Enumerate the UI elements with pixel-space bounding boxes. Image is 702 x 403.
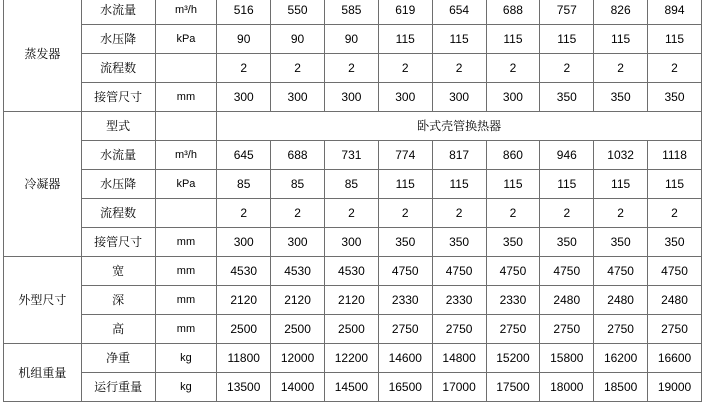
value-cell: 115 (486, 170, 540, 199)
value-cell: 300 (271, 83, 325, 112)
value-cell: 90 (271, 25, 325, 54)
value-cell: 300 (486, 83, 540, 112)
unit-cell: m³/h (155, 0, 217, 25)
unit-cell: kPa (155, 170, 217, 199)
value-cell: 350 (486, 228, 540, 257)
value-cell: 645 (217, 141, 271, 170)
value-cell: 2750 (486, 315, 540, 344)
value-cell: 2 (271, 54, 325, 83)
value-cell: 16600 (648, 344, 702, 373)
table-row (4, 344, 702, 373)
value-cell: 2 (378, 199, 432, 228)
table-row (4, 54, 702, 83)
value-cell: 15800 (540, 344, 594, 373)
spec-table (3, 0, 702, 402)
value-cell: 115 (486, 25, 540, 54)
group-label: 外型尺寸 (4, 257, 82, 344)
value-cell: 85 (324, 170, 378, 199)
value-cell: 654 (432, 0, 486, 25)
param-label: 高 (81, 315, 155, 344)
value-cell: 2750 (648, 315, 702, 344)
value-cell: 1118 (648, 141, 702, 170)
value-cell: 2330 (486, 286, 540, 315)
value-cell: 2750 (540, 315, 594, 344)
value-cell: 2500 (324, 315, 378, 344)
unit-cell: m³/h (155, 141, 217, 170)
value-cell: 516 (217, 0, 271, 25)
value-cell: 2330 (378, 286, 432, 315)
value-cell: 2500 (217, 315, 271, 344)
value-cell: 115 (594, 25, 648, 54)
unit-cell: mm (155, 228, 217, 257)
value-cell: 350 (594, 228, 648, 257)
unit-cell (155, 54, 217, 83)
table-row (4, 199, 702, 228)
value-cell: 757 (540, 0, 594, 25)
table-row (4, 286, 702, 315)
value-cell: 4750 (486, 257, 540, 286)
value-cell: 4530 (217, 257, 271, 286)
value-cell: 2 (217, 199, 271, 228)
spec-table-body (4, 0, 702, 402)
value-cell: 300 (217, 228, 271, 257)
value-cell: 115 (378, 170, 432, 199)
value-cell: 4750 (648, 257, 702, 286)
unit-cell (155, 199, 217, 228)
table-row (4, 228, 702, 257)
value-cell: 14000 (271, 373, 325, 402)
param-label: 运行重量 (81, 373, 155, 402)
value-cell: 115 (540, 25, 594, 54)
value-cell: 14800 (432, 344, 486, 373)
value-cell: 2 (648, 199, 702, 228)
table-row (4, 257, 702, 286)
value-cell: 350 (540, 83, 594, 112)
value-cell: 90 (324, 25, 378, 54)
value-cell: 300 (271, 228, 325, 257)
value-cell: 2 (324, 54, 378, 83)
value-cell: 115 (648, 25, 702, 54)
value-cell: 4750 (378, 257, 432, 286)
value-cell: 14600 (378, 344, 432, 373)
value-cell: 14500 (324, 373, 378, 402)
unit-cell: mm (155, 286, 217, 315)
group-label: 冷凝器 (4, 112, 82, 257)
value-cell: 688 (486, 0, 540, 25)
param-label: 宽 (81, 257, 155, 286)
unit-cell: mm (155, 257, 217, 286)
param-label: 水流量 (81, 141, 155, 170)
param-label: 流程数 (81, 199, 155, 228)
value-cell: 18500 (594, 373, 648, 402)
value-cell: 2 (432, 199, 486, 228)
value-cell: 17000 (432, 373, 486, 402)
value-cell: 85 (217, 170, 271, 199)
value-cell: 17500 (486, 373, 540, 402)
param-label: 流程数 (81, 54, 155, 83)
value-cell: 115 (540, 170, 594, 199)
value-cell: 619 (378, 0, 432, 25)
value-cell: 115 (432, 170, 486, 199)
value-cell: 115 (378, 25, 432, 54)
value-cell: 1032 (594, 141, 648, 170)
param-label: 水压降 (81, 170, 155, 199)
table-row (4, 83, 702, 112)
table-row (4, 141, 702, 170)
value-cell: 300 (324, 228, 378, 257)
value-cell: 2120 (271, 286, 325, 315)
value-cell: 11800 (217, 344, 271, 373)
param-label: 净重 (81, 344, 155, 373)
param-label: 水流量 (81, 0, 155, 25)
value-cell: 16500 (378, 373, 432, 402)
value-cell: 2 (540, 199, 594, 228)
value-cell: 12200 (324, 344, 378, 373)
value-cell: 2 (432, 54, 486, 83)
table-row (4, 170, 702, 199)
value-cell: 350 (648, 83, 702, 112)
value-cell: 2 (540, 54, 594, 83)
value-cell: 300 (324, 83, 378, 112)
value-cell: 2 (378, 54, 432, 83)
value-cell: 350 (432, 228, 486, 257)
group-label: 蒸发器 (4, 0, 82, 112)
value-cell: 16200 (594, 344, 648, 373)
value-cell: 115 (594, 170, 648, 199)
value-cell: 350 (648, 228, 702, 257)
value-cell: 585 (324, 0, 378, 25)
value-cell: 115 (648, 170, 702, 199)
value-cell: 90 (217, 25, 271, 54)
param-label: 深 (81, 286, 155, 315)
value-cell: 2 (594, 199, 648, 228)
value-cell: 817 (432, 141, 486, 170)
value-cell: 2330 (432, 286, 486, 315)
value-cell: 2480 (594, 286, 648, 315)
value-cell: 2 (324, 199, 378, 228)
value-cell: 894 (648, 0, 702, 25)
table-row (4, 112, 702, 141)
value-cell: 115 (432, 25, 486, 54)
value-cell: 300 (432, 83, 486, 112)
value-cell: 2 (486, 199, 540, 228)
value-cell: 18000 (540, 373, 594, 402)
value-cell: 2500 (271, 315, 325, 344)
value-cell: 2480 (648, 286, 702, 315)
unit-cell: kg (155, 344, 217, 373)
value-cell: 688 (271, 141, 325, 170)
value-cell: 2 (217, 54, 271, 83)
table-row (4, 315, 702, 344)
table-row (4, 0, 702, 25)
param-label: 接管尺寸 (81, 228, 155, 257)
value-cell: 85 (271, 170, 325, 199)
value-cell: 774 (378, 141, 432, 170)
unit-cell: mm (155, 83, 217, 112)
table-row (4, 373, 702, 402)
value-cell: 13500 (217, 373, 271, 402)
value-cell: 2 (486, 54, 540, 83)
value-cell: 2750 (594, 315, 648, 344)
value-cell: 2120 (217, 286, 271, 315)
value-cell: 350 (378, 228, 432, 257)
param-label: 接管尺寸 (81, 83, 155, 112)
value-cell: 19000 (648, 373, 702, 402)
value-cell: 15200 (486, 344, 540, 373)
value-cell: 4750 (540, 257, 594, 286)
unit-cell: kPa (155, 25, 217, 54)
value-cell: 2750 (378, 315, 432, 344)
value-cell: 12000 (271, 344, 325, 373)
value-cell: 300 (217, 83, 271, 112)
value-cell: 2 (594, 54, 648, 83)
unit-cell: kg (155, 373, 217, 402)
unit-cell (155, 112, 217, 141)
value-cell: 4750 (432, 257, 486, 286)
value-cell: 826 (594, 0, 648, 25)
value-cell: 300 (378, 83, 432, 112)
value-cell: 550 (271, 0, 325, 25)
value-cell: 2480 (540, 286, 594, 315)
value-cell: 2 (648, 54, 702, 83)
value-cell: 946 (540, 141, 594, 170)
value-cell: 731 (324, 141, 378, 170)
value-cell: 4530 (271, 257, 325, 286)
value-cell: 2 (271, 199, 325, 228)
value-cell: 860 (486, 141, 540, 170)
param-label: 水压降 (81, 25, 155, 54)
value-cell: 2750 (432, 315, 486, 344)
type-value-cell: 卧式壳管换热器 (217, 112, 702, 141)
unit-cell: mm (155, 315, 217, 344)
value-cell: 4750 (594, 257, 648, 286)
value-cell: 2120 (324, 286, 378, 315)
value-cell: 4530 (324, 257, 378, 286)
param-label: 型式 (81, 112, 155, 141)
table-row (4, 25, 702, 54)
value-cell: 350 (594, 83, 648, 112)
group-label: 机组重量 (4, 344, 82, 402)
value-cell: 350 (540, 228, 594, 257)
